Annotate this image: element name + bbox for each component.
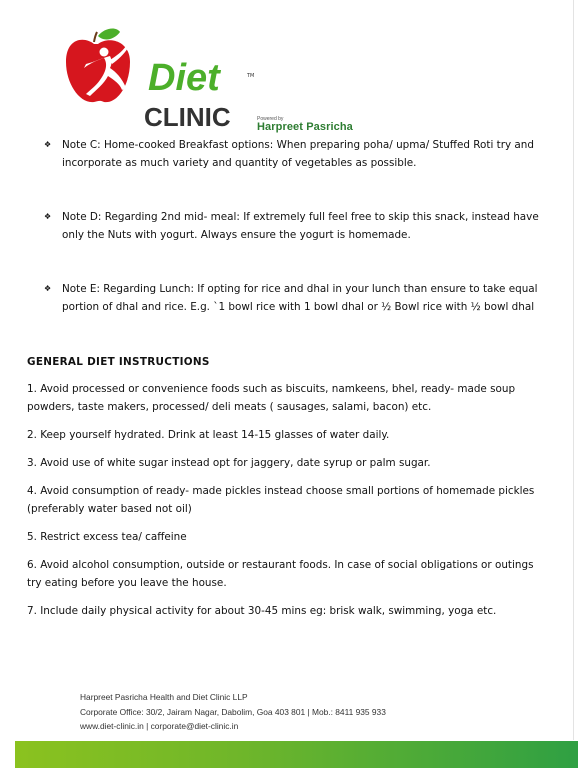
brand-word-clinic: CLINIC — [144, 102, 231, 130]
instructions-list — [27, 380, 547, 630]
page-edge-rule — [573, 0, 574, 740]
powered-by-name: Harpreet Pasricha — [257, 121, 353, 133]
instruction-item: 5. Restrict excess tea/ caffeine — [27, 531, 187, 543]
notes-list — [44, 136, 544, 352]
footer-web-email: www.diet-clinic.in | corporate@diet-clinic.in — [80, 721, 239, 731]
instruction-item: 7. Include daily physical activity for about 30-45 mins eg: brisk walk, swimming, yoga etc. — [27, 605, 497, 617]
powered-by-label: Powered by — [257, 116, 284, 122]
note-text: Note E: Regarding Lunch: If opting for rice and dhal in your lunch than ensure to take equal portion of dhal and rice. E.g. `1 bowl rice with 1 bowl dhal or ½ Bowl rice with ½ bowl dhal — [62, 283, 538, 313]
brand-wordmark — [104, 48, 254, 130]
diet-clinic-logo — [64, 28, 353, 133]
list-item — [44, 280, 544, 316]
list-item — [44, 208, 544, 244]
diamond-bullet-icon: ❖ — [44, 212, 52, 221]
instruction-item: 6. Avoid alcohol consumption, outside or restaurant foods. In case of social obligations or outings try eating before you leave the house. — [27, 559, 534, 589]
trademark-mark: TM — [247, 73, 255, 79]
instruction-item: 2. Keep yourself hydrated. Drink at least 14-15 glasses of water daily. — [27, 429, 390, 441]
brand-word-diet: Diet — [148, 57, 220, 99]
instruction-item: 4. Avoid consumption of ready- made pickles instead choose small portions of homemade pickles (preferably water based not oil) — [27, 485, 535, 515]
list-item — [44, 136, 544, 172]
footer-green-bar — [15, 741, 578, 768]
footer-address: Corporate Office: 30/2, Jairam Nagar, Dabolim, Goa 403 801 | Mob.: 8411 935 933 — [80, 706, 386, 717]
instruction-item: 3. Avoid use of white sugar instead opt for jaggery, date syrup or palm sugar. — [27, 457, 431, 469]
diamond-bullet-icon: ❖ — [44, 284, 52, 293]
section-heading: GENERAL DIET INSTRUCTIONS — [27, 356, 210, 368]
note-text: Note C: Home-cooked Breakfast options: When preparing poha/ upma/ Stuffed Roti try and incorporate as much variety and quantity of vegetables as possible. — [62, 139, 534, 169]
footer-contact — [80, 690, 386, 734]
footer-company: Harpreet Pasricha Health and Diet Clinic LLP — [80, 692, 248, 702]
diamond-bullet-icon: ❖ — [44, 140, 52, 149]
note-text: Note D: Regarding 2nd mid- meal: If extremely full feel free to skip this snack, instead have only the Nuts with yogurt. Always ensure the yogurt is homemade. — [62, 211, 539, 241]
instruction-item: 1. Avoid processed or convenience foods such as biscuits, namkeens, bhel, ready- made soup powders, taste makers, processed/ deli meats ( sausages, salami, bacon) etc. — [27, 383, 516, 413]
